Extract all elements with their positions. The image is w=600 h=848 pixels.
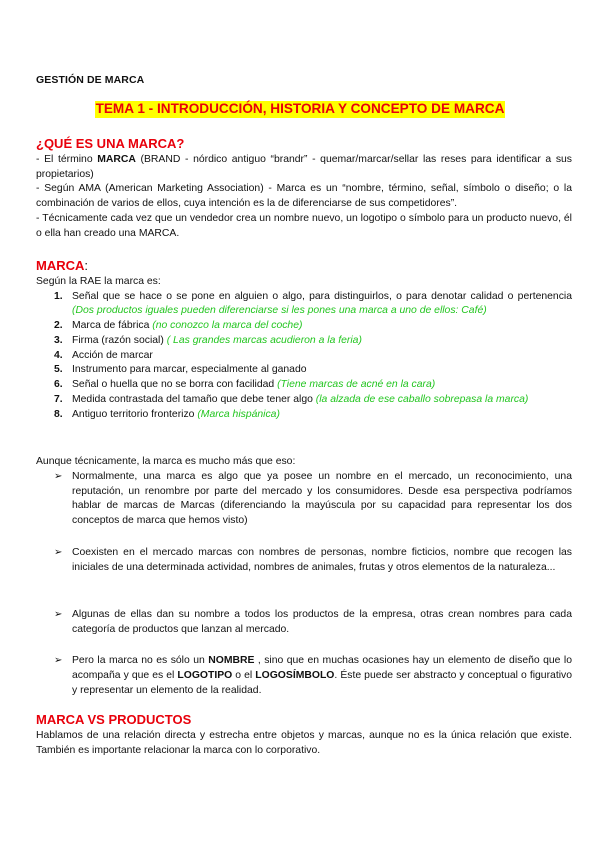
section-aunque-b2 [36, 546, 572, 576]
arrow-bullet-icon: ➢ [54, 470, 63, 482]
list-example: (la alzada de ese caballo sobrepasa la marca) [315, 394, 529, 406]
arrow-bullet-icon: ➢ [54, 609, 63, 620]
list-number: 5. [54, 364, 63, 376]
list-item [36, 378, 572, 393]
section-heading-vs: MARCA VS PRODUCTOS [36, 712, 192, 727]
arrow-bullet-list [36, 654, 572, 698]
arrow-bullet-icon: ➢ [54, 655, 63, 666]
tema-heading-row [0, 101, 600, 119]
list-number: 1. [54, 290, 63, 302]
bullet-item [36, 546, 572, 576]
paragraph-rae-intro: Según la RAE la marca es: [36, 275, 161, 287]
list-text: Marca de fábrica [72, 320, 153, 332]
list-number: 6. [54, 379, 63, 391]
paragraph-tecnicamente: - Técnicamente cada vez que un vendedor crea un nombre nuevo, un logotipo o símbolo para un producto nuevo, él o ella han creado una MARCA. [36, 212, 572, 239]
list-text: Acción de marcar [72, 349, 153, 361]
list-number: 2. [54, 320, 63, 332]
heading-text: MARCA [36, 258, 85, 273]
section-aunque-b3 [36, 608, 572, 638]
list-item [36, 393, 572, 408]
section-que-es [36, 136, 572, 241]
list-text: Señal que se hace o se pone en alguien o algo, para distinguirlos, o para denotar calidad o pertenencia [72, 290, 572, 302]
list-text: Señal o huella que no se borra con facilidad [72, 379, 278, 391]
section-aunque-b4 [36, 654, 572, 698]
text-fragment: - El término [36, 153, 98, 165]
paragraph-aunque-intro: Aunque técnicamente, la marca es mucho más que eso: [36, 456, 296, 467]
tema-heading: TEMA 1 - INTRODUCCIÓN, HISTORIA Y CONCEPTO DE MARCA [95, 101, 505, 116]
bullet-item [36, 608, 572, 638]
list-number: 3. [54, 334, 63, 346]
text-fragment: (BRAND - nórdico antiguo “brandr” - quemar/marcar/sellar las reses para identificar a sus propietarios) [36, 153, 572, 180]
list-example: (no conozco la marca del coche) [152, 320, 303, 332]
bold-term-logotipo: LOGOTIPO [177, 669, 233, 681]
arrow-bullet-list [36, 470, 572, 529]
bullet-text: , sino que en muchas ocasiones hay un elemento de diseño que lo acompaña y que es el [72, 655, 572, 681]
bold-term-nombre: NOMBRE [208, 655, 255, 666]
paragraph-vs: Hablamos de una relación directa y estrecha entre objetos y marcas, aunque no es la única relación que existe. También es importante relacionar la marca con lo corporativo. [36, 729, 572, 756]
heading-colon: : [84, 258, 89, 273]
bullet-item [36, 654, 572, 698]
arrow-bullet-icon: ➢ [54, 547, 63, 558]
arrow-bullet-list [36, 608, 572, 638]
list-number: 4. [54, 349, 63, 361]
list-example: (Marca hispánica) [197, 408, 280, 420]
list-item [36, 334, 572, 349]
list-text: Antiguo territorio fronterizo [72, 408, 198, 420]
bullet-text: o el [232, 669, 256, 681]
list-item [36, 290, 572, 320]
rae-definition-list [36, 290, 572, 423]
list-text: Firma (razón social) [72, 334, 167, 346]
bullet-text: Coexisten en el mercado marcas con nombres de personas, nombre ficticios, nombre que recogen las iniciales de una determinada actividad, nombres de animales, frutas y otros elementos de la naturaleza... [72, 547, 572, 573]
paragraph-ama: - Según AMA (American Marketing Association) - Marca es un “nombre, término, señal, símbolo o diseño; o la combinación de varios de ellos, cuya intención es la de diferenciarse de sus competidores”. [36, 183, 572, 210]
list-example: (Tiene marcas de acné en la cara) [277, 379, 436, 391]
list-example: ( Las grandes marcas acudieron a la feria) [166, 334, 362, 346]
section-heading-que-es: ¿QUÉ ES UNA MARCA? [36, 136, 185, 151]
section-marca-vs-productos [36, 712, 572, 758]
section-aunque [36, 455, 572, 529]
bold-term-logosimbolo: LOGOSÍMBOLO [255, 669, 335, 681]
bold-term-marca: MARCA [97, 153, 136, 165]
list-number: 7. [54, 394, 63, 406]
list-number: 8. [54, 408, 63, 420]
bullet-text: Normalmente, una marca es algo que ya posee un nombre en el mercado, un reconocimiento, una reputación, un renombre por parte del mercado y los consumidores. Desde esa perspectiva podríamos hablar de marcas de Marcas (diferenciando la mayúscula por su capacidad para representar los dos conceptos de marca que hemos visto) [72, 470, 572, 527]
bullet-item [36, 470, 572, 529]
bullet-text: Algunas de ellas dan su nombre a todos los productos de la empresa, otras crean nombres para cada categoría de productos que lanzan al mercado. [72, 609, 572, 635]
list-text: Instrumento para marcar, especialmente al ganado [72, 364, 307, 376]
list-example: (Dos productos iguales pueden diferenciarse si les pones una marca a uno de ellos: Café) [72, 305, 487, 317]
list-item [36, 319, 572, 334]
bullet-text: . Éste puede ser abstracto y conceptual o figurativo y representar un elemento de la realidad. [72, 669, 572, 696]
list-item [36, 408, 572, 423]
arrow-bullet-list [36, 546, 572, 576]
list-text: Medida contrastada del tamaño que debe tener algo [72, 394, 316, 406]
list-item [36, 349, 572, 364]
list-item [36, 363, 572, 378]
section-heading-marca [36, 258, 572, 275]
paragraph-termino [36, 153, 572, 183]
document-title: GESTIÓN DE MARCA [36, 74, 145, 86]
bullet-text: Pero la marca no es sólo un [72, 655, 209, 666]
section-marca [36, 258, 572, 423]
